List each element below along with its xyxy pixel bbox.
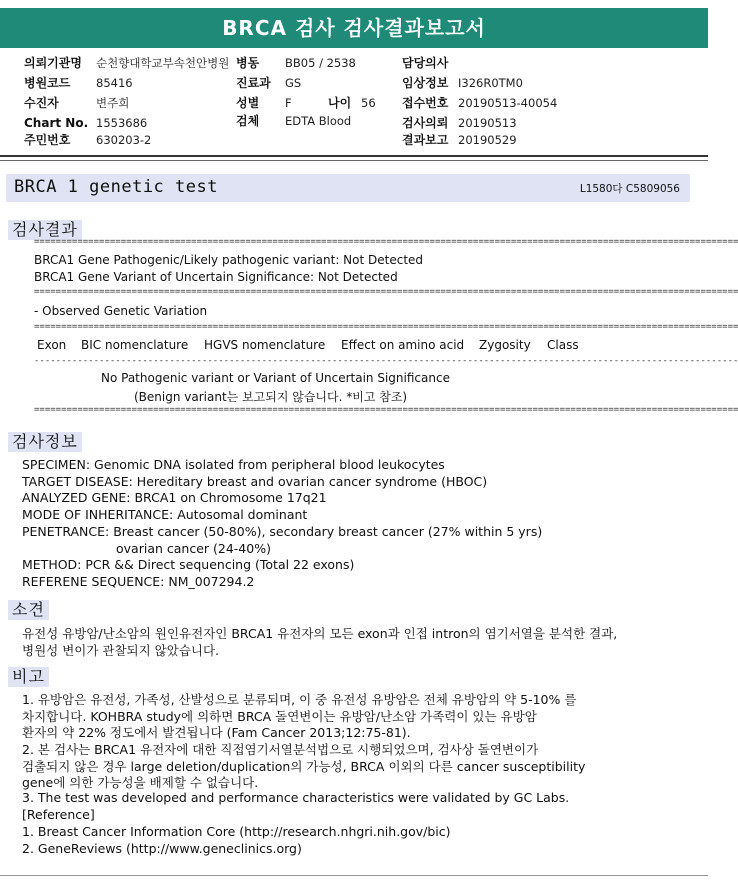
column-header-exon: Exon bbox=[37, 338, 67, 352]
column-header-hgvs: HGVS nomenclature bbox=[204, 338, 326, 352]
separator-single: ---------------------------------------------------------------------------------------------------------------------------------- bbox=[34, 356, 738, 366]
opinion-line-2: 병원성 변이가 관찰되지 않았습니다. bbox=[22, 643, 220, 658]
result-pathogenic: BRCA1 Gene Pathogenic/Likely pathogenic variant: Not Detected bbox=[34, 253, 424, 267]
remark-reference-heading: [Reference] bbox=[22, 807, 95, 822]
patient-value: 변주희 bbox=[96, 96, 130, 110]
chart-no-value: 1553686 bbox=[96, 116, 148, 130]
results-heading: 검사결과 bbox=[8, 220, 82, 240]
observed-variation-label: - Observed Genetic Variation bbox=[34, 304, 208, 318]
report-title: BRCA 검사 검사결과보고서 bbox=[0, 8, 708, 48]
age-value: 56 bbox=[361, 96, 376, 110]
receipt-no-value: 20190513-40054 bbox=[458, 96, 558, 110]
request-date-value: 20190513 bbox=[458, 116, 517, 130]
column-header-class: Class bbox=[547, 338, 579, 352]
remark-line: 3. The test was developed and performance characteristics were validated by GC Labs. bbox=[22, 790, 570, 805]
sex-label: 성별 bbox=[236, 96, 260, 110]
separator-double: ================================================================================================================================== bbox=[34, 322, 738, 332]
clinical-info-label: 임상정보 bbox=[402, 76, 449, 90]
info-penetrance: PENETRANCE: Breast cancer (50-80%), secondary breast cancer (27% within 5 yrs) bbox=[22, 524, 543, 539]
institution-value: 순천향대학교부속천안병원 bbox=[96, 56, 230, 70]
info-reference-sequence: REFERENE SEQUENCE: NM_007294.2 bbox=[22, 574, 255, 589]
column-header-zygosity: Zygosity bbox=[479, 338, 531, 352]
info-method: METHOD: PCR && Direct sequencing (Total 22 exons) bbox=[22, 557, 355, 572]
department-value: GS bbox=[285, 76, 302, 90]
info-heading: 검사정보 bbox=[8, 432, 82, 452]
info-analyzed-gene: ANALYZED GENE: BRCA1 on Chromosome 17q21 bbox=[22, 490, 327, 505]
no-variant-text: No Pathogenic variant or Variant of Uncertain Significance bbox=[101, 371, 450, 385]
ward-label: 병동 bbox=[236, 56, 260, 70]
opinion-line-1: 유전성 유방암/난소암의 원인유전자인 BRCA1 유전자의 모든 exon과 인접 intron의 염기서열을 분석한 결과, bbox=[22, 626, 618, 641]
benign-note-text: (Benign variant는 보고되지 않습니다. *비고 참조) bbox=[134, 390, 408, 404]
column-header-bic: BIC nomenclature bbox=[81, 338, 189, 352]
opinion-heading: 소견 bbox=[8, 600, 49, 620]
sex-value: F bbox=[285, 96, 292, 110]
info-inheritance: MODE OF INHERITANCE: Autosomal dominant bbox=[22, 507, 308, 522]
remark-reference-1: 1. Breast Cancer Information Core (http://research.nhgri.nih.gov/bic) bbox=[22, 824, 451, 839]
request-date-label: 검사의뢰 bbox=[402, 116, 449, 130]
hospital-code-label: 병원코드 bbox=[24, 76, 71, 90]
separator-double: ================================================================================================================================== bbox=[34, 237, 738, 247]
footer-divider bbox=[0, 875, 708, 876]
clinical-info-value: I326R0TM0 bbox=[458, 76, 523, 90]
info-specimen: SPECIMEN: Genomic DNA isolated from peripheral blood leukocytes bbox=[22, 457, 445, 472]
institution-label: 의뢰기관명 bbox=[24, 56, 82, 70]
result-vus: BRCA1 Gene Variant of Uncertain Significance: Not Detected bbox=[34, 270, 398, 284]
column-header-effect: Effect on amino acid bbox=[341, 338, 465, 352]
hospital-code-value: 85416 bbox=[96, 76, 133, 90]
resident-no-value: 630203-2 bbox=[96, 133, 152, 147]
remarks-heading: 비고 bbox=[8, 667, 49, 687]
remark-line: 2. 본 검사는 BRCA1 유전자에 대한 직접염기서열분석법으로 시행되었으며, 검사상 돌연변이가 bbox=[22, 742, 539, 757]
report-date-value: 20190529 bbox=[458, 133, 517, 147]
separator-double: ================================================================================================================================== bbox=[34, 405, 738, 415]
test-title-bar bbox=[6, 174, 690, 202]
test-title: BRCA 1 genetic test bbox=[14, 177, 218, 197]
info-penetrance-ovarian: ovarian cancer (24-40%) bbox=[116, 541, 271, 556]
info-target-disease: TARGET DISEASE: Hereditary breast and ovarian cancer syndrome (HBOC) bbox=[22, 474, 488, 489]
chart-no-label: Chart No. bbox=[24, 116, 89, 130]
specimen-label: 검체 bbox=[236, 114, 260, 128]
ward-value: BB05 / 2538 bbox=[285, 56, 356, 70]
remark-reference-2: 2. GeneReviews (http://www.geneclinics.org) bbox=[22, 841, 302, 856]
department-label: 진료과 bbox=[236, 76, 271, 90]
header-divider bbox=[0, 155, 708, 157]
report-date-label: 결과보고 bbox=[402, 133, 449, 147]
test-code: L1580다 C5809056 bbox=[579, 183, 680, 195]
receipt-no-label: 접수번호 bbox=[402, 96, 449, 110]
remark-line: gene에 의한 가능성을 배제할 수 없습니다. bbox=[22, 775, 259, 790]
remark-line: 환자의 약 22% 정도에서 발견됩니다 (Fam Cancer 2013;12:75-81). bbox=[22, 725, 411, 740]
header-divider-thin bbox=[0, 160, 708, 161]
remark-line: 1. 유방암은 유전성, 가족성, 산발성으로 분류되며, 이 중 유전성 유방암은 전체 유방암의 약 5-10% 를 bbox=[22, 692, 577, 707]
doctor-label: 담당의사 bbox=[402, 56, 449, 70]
remark-line: 차지합니다. KOHBRA study에 의하면 BRCA 돌연변이는 유방암/난소암 가족력이 있는 유방암 bbox=[22, 709, 537, 724]
resident-no-label: 주민번호 bbox=[24, 133, 71, 147]
age-label: 나이 bbox=[328, 96, 352, 110]
remark-line: 검출되지 않은 경우 large deletion/duplication의 가능성, BRCA 이외의 다른 cancer susceptibility bbox=[22, 759, 586, 774]
separator-double: ================================================================================================================================== bbox=[34, 287, 738, 297]
specimen-value: EDTA Blood bbox=[285, 114, 352, 128]
patient-label: 수진자 bbox=[24, 96, 59, 110]
